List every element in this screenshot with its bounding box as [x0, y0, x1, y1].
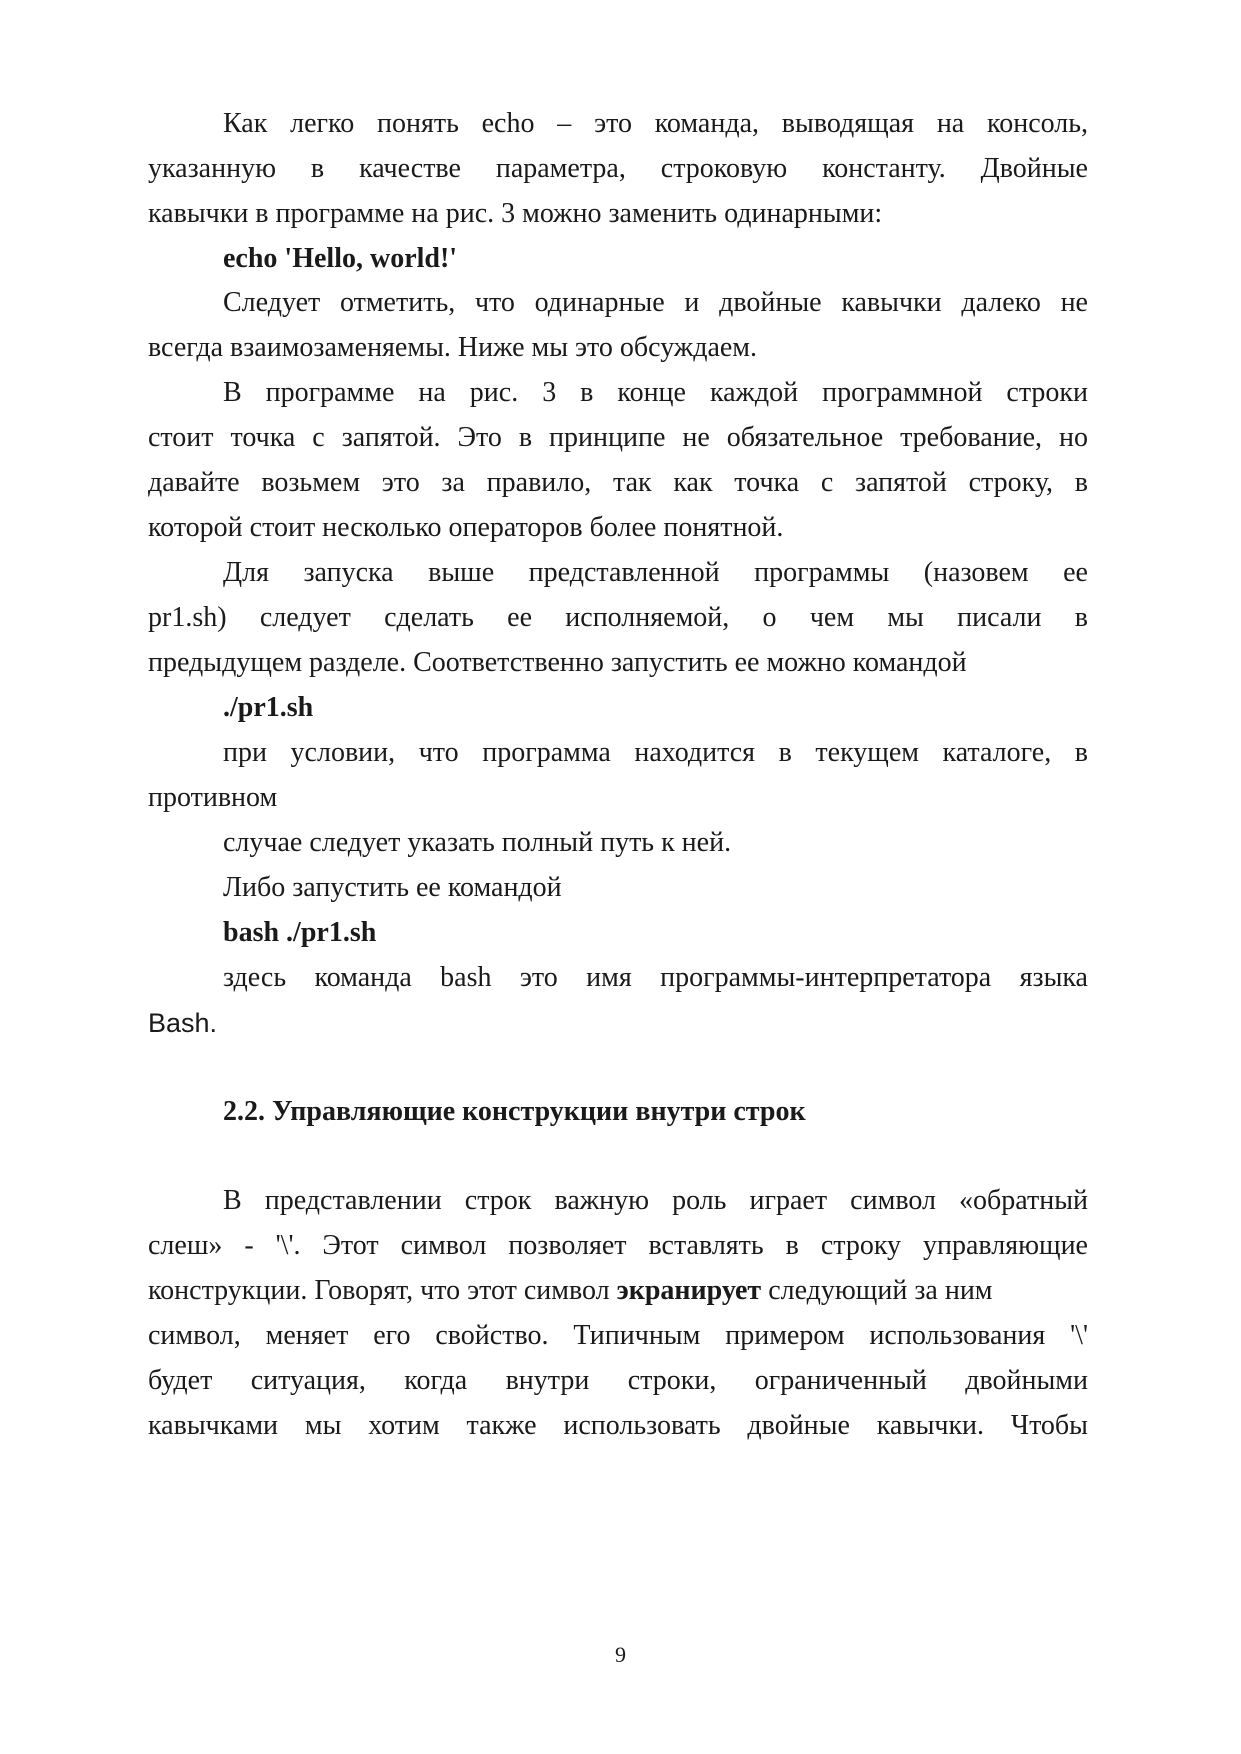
text-line: стоит точка с запятой. Это в принципе не обязательное требование, но	[148, 422, 1088, 453]
text-line: Bash.	[148, 1008, 218, 1038]
text-span: конструкции. Говорят, что этот символ	[148, 1275, 617, 1306]
text-line: при условии, что программа находится в текущем каталоге, в	[223, 737, 1088, 768]
text-line: всегда взаимозаменяемы. Ниже мы это обсуждаем.	[148, 332, 758, 363]
text-line: В представлении строк важную роль играет символ «обратный	[223, 1185, 1088, 1216]
text-line: противном	[148, 782, 278, 813]
section-heading: 2.2. Управляющие конструкции внутри строк	[223, 1096, 806, 1127]
emphasis-term: экранирует	[616, 1275, 762, 1306]
text-line: кавычки в программе на рис. 3 можно заменить одинарными:	[148, 198, 883, 229]
text-line: кавычками мы хотим также использовать двойные кавычки. Чтобы	[148, 1410, 1088, 1441]
text-line: Для запуска выше представленной программы (назовем ее	[223, 557, 1088, 588]
text-line: указанную в качестве параметра, строковую константу. Двойные	[148, 153, 1088, 184]
text-line: давайте возьмем это за правило, так как точка с запятой строку, в	[148, 467, 1088, 498]
text-line: слеш» - '\'. Этот символ позволяет вставлять в строку управляющие	[148, 1230, 1088, 1261]
code-line: ./pr1.sh	[223, 692, 314, 723]
text-line: Либо запустить ее командой	[223, 872, 562, 903]
text-line: здесь команда bash это имя программы-интерпретатора языка	[223, 962, 1088, 993]
text-line: Как легко понять echo – это команда, выводящая на консоль,	[223, 108, 1088, 139]
text-line: pr1.sh) следует сделать ее исполняемой, о чем мы писали в	[148, 602, 1088, 633]
text-span: следующий за ним	[761, 1275, 993, 1306]
text-line: Следует отметить, что одинарные и двойные кавычки далеко не	[223, 287, 1088, 318]
text-line: символ, меняет его свойство. Типичным примером использования '\'	[148, 1320, 1088, 1351]
text-line: которой стоит несколько операторов более понятной.	[148, 512, 784, 543]
text-line	[148, 1271, 1088, 1311]
text-line: В программе на рис. 3 в конце каждой программной строки	[223, 377, 1088, 408]
text-line: предыдущем разделе. Соответственно запустить ее можно командой	[148, 647, 967, 678]
text-line: будет ситуация, когда внутри строки, ограниченный двойными	[148, 1365, 1088, 1396]
page-number: 9	[615, 1642, 626, 1667]
code-line: echo 'Hello, world!'	[223, 243, 458, 274]
text-line: случае следует указать полный путь к ней.	[223, 827, 732, 858]
code-line: bash ./pr1.sh	[223, 917, 377, 948]
